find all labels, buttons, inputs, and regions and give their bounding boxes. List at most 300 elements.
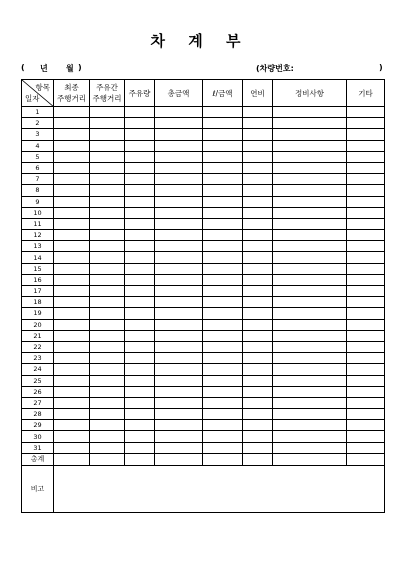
entry-cell[interactable]: [243, 420, 273, 431]
col-interval-mileage: 주유간 주행거리: [90, 80, 125, 107]
entry-cell[interactable]: [90, 420, 125, 431]
entry-cell[interactable]: [54, 364, 90, 375]
entry-cell[interactable]: [347, 129, 385, 140]
entry-cell[interactable]: [90, 151, 125, 162]
entry-cell[interactable]: [125, 409, 155, 420]
entry-cell[interactable]: [54, 319, 90, 330]
entry-cell[interactable]: [155, 319, 203, 330]
entry-cell[interactable]: [347, 185, 385, 196]
corner-item-label: 항목: [35, 83, 50, 92]
entry-cell[interactable]: [347, 386, 385, 397]
entry-cell[interactable]: [243, 431, 273, 442]
entry-cell[interactable]: [125, 263, 155, 274]
entry-cell[interactable]: [125, 230, 155, 241]
entry-cell[interactable]: [273, 196, 347, 207]
entry-cell[interactable]: [347, 151, 385, 162]
entry-cell[interactable]: [90, 286, 125, 297]
entry-cell[interactable]: [243, 162, 273, 173]
day-number: 13: [22, 241, 54, 252]
entry-cell[interactable]: [347, 297, 385, 308]
entry-cell[interactable]: [243, 151, 273, 162]
entry-cell[interactable]: [273, 218, 347, 229]
entry-cell[interactable]: [54, 207, 90, 218]
entry-cell[interactable]: [243, 286, 273, 297]
header-corner: [22, 80, 54, 107]
table-row: [22, 230, 385, 241]
entry-cell[interactable]: [90, 341, 125, 352]
entry-cell[interactable]: [90, 274, 125, 285]
entry-cell[interactable]: [203, 375, 243, 386]
entry-cell[interactable]: [54, 196, 90, 207]
table-row: [22, 263, 385, 274]
entry-cell[interactable]: [155, 185, 203, 196]
total-cell[interactable]: [54, 453, 90, 465]
entry-cell[interactable]: [90, 330, 125, 341]
entry-cell[interactable]: [125, 330, 155, 341]
entry-cell[interactable]: [347, 409, 385, 420]
entry-cell[interactable]: [243, 129, 273, 140]
entry-cell[interactable]: [54, 286, 90, 297]
entry-cell[interactable]: [54, 274, 90, 285]
entry-cell[interactable]: [90, 353, 125, 364]
entry-cell[interactable]: [273, 386, 347, 397]
entry-cell[interactable]: [243, 174, 273, 185]
entry-cell[interactable]: [203, 185, 243, 196]
entry-cell[interactable]: [155, 286, 203, 297]
entry-cell[interactable]: [54, 386, 90, 397]
table-row: [22, 118, 385, 129]
entry-cell[interactable]: [125, 364, 155, 375]
day-number: 5: [22, 151, 54, 162]
entry-cell[interactable]: [155, 274, 203, 285]
entry-cell[interactable]: [155, 140, 203, 151]
remark-field[interactable]: [54, 465, 385, 512]
entry-cell[interactable]: [54, 263, 90, 274]
entry-cell[interactable]: [203, 174, 243, 185]
entry-cell[interactable]: [243, 341, 273, 352]
entry-cell[interactable]: [155, 263, 203, 274]
entry-cell[interactable]: [54, 107, 90, 118]
entry-cell[interactable]: [155, 375, 203, 386]
table-row: [22, 330, 385, 341]
log-table: [21, 79, 385, 513]
entry-cell[interactable]: [90, 140, 125, 151]
entry-cell[interactable]: [54, 140, 90, 151]
entry-cell[interactable]: [54, 118, 90, 129]
entry-cell[interactable]: [273, 420, 347, 431]
entry-cell[interactable]: [243, 442, 273, 453]
entry-cell[interactable]: [203, 341, 243, 352]
entry-cell[interactable]: [347, 286, 385, 297]
entry-cell[interactable]: [203, 218, 243, 229]
entry-cell[interactable]: [155, 174, 203, 185]
entry-cell[interactable]: [155, 241, 203, 252]
entry-cell[interactable]: [125, 174, 155, 185]
entry-cell[interactable]: [90, 431, 125, 442]
entry-cell[interactable]: [203, 442, 243, 453]
entry-cell[interactable]: [347, 118, 385, 129]
total-cell[interactable]: [125, 453, 155, 465]
entry-cell[interactable]: [243, 397, 273, 408]
entry-cell[interactable]: [155, 431, 203, 442]
entry-cell[interactable]: [243, 230, 273, 241]
entry-cell[interactable]: [125, 185, 155, 196]
entry-cell[interactable]: [243, 107, 273, 118]
entry-cell[interactable]: [155, 196, 203, 207]
entry-cell[interactable]: [203, 196, 243, 207]
entry-cell[interactable]: [155, 353, 203, 364]
entry-cell[interactable]: [273, 353, 347, 364]
month-label: 월: [66, 64, 74, 73]
entry-cell[interactable]: [203, 118, 243, 129]
entry-cell[interactable]: [155, 442, 203, 453]
entry-cell[interactable]: [90, 207, 125, 218]
entry-cell[interactable]: [243, 118, 273, 129]
entry-cell[interactable]: [90, 252, 125, 263]
entry-cell[interactable]: [90, 308, 125, 319]
entry-cell[interactable]: [243, 140, 273, 151]
total-cell[interactable]: [90, 453, 125, 465]
entry-cell[interactable]: [243, 308, 273, 319]
entry-cell[interactable]: [203, 151, 243, 162]
entry-cell[interactable]: [125, 319, 155, 330]
entry-cell[interactable]: [125, 341, 155, 352]
entry-cell[interactable]: [54, 151, 90, 162]
entry-cell[interactable]: [125, 286, 155, 297]
entry-cell[interactable]: [273, 207, 347, 218]
period-open: (: [21, 63, 25, 72]
entry-cell[interactable]: [155, 308, 203, 319]
entry-cell[interactable]: [203, 274, 243, 285]
entry-cell[interactable]: [90, 196, 125, 207]
entry-cell[interactable]: [273, 151, 347, 162]
year-label: 년: [40, 64, 48, 73]
day-number: 23: [22, 353, 54, 364]
entry-cell[interactable]: [54, 230, 90, 241]
entry-cell[interactable]: [243, 252, 273, 263]
entry-cell[interactable]: [155, 118, 203, 129]
entry-cell[interactable]: [243, 353, 273, 364]
entry-cell[interactable]: [203, 297, 243, 308]
entry-cell[interactable]: [347, 252, 385, 263]
entry-cell[interactable]: [155, 129, 203, 140]
entry-cell[interactable]: [90, 442, 125, 453]
entry-cell[interactable]: [155, 107, 203, 118]
entry-cell[interactable]: [125, 118, 155, 129]
entry-cell[interactable]: [243, 386, 273, 397]
entry-cell[interactable]: [125, 297, 155, 308]
entry-cell[interactable]: [273, 431, 347, 442]
entry-cell[interactable]: [243, 263, 273, 274]
entry-cell[interactable]: [273, 129, 347, 140]
entry-cell[interactable]: [90, 397, 125, 408]
entry-cell[interactable]: [347, 397, 385, 408]
entry-cell[interactable]: [243, 297, 273, 308]
entry-cell[interactable]: [155, 397, 203, 408]
vehicle-number-label: (차량번호:: [256, 64, 294, 73]
table-row: [22, 297, 385, 308]
table-row: [22, 129, 385, 140]
entry-cell[interactable]: [125, 218, 155, 229]
entry-cell[interactable]: [203, 431, 243, 442]
entry-cell[interactable]: [347, 375, 385, 386]
entry-cell[interactable]: [54, 185, 90, 196]
entry-cell[interactable]: [125, 274, 155, 285]
entry-cell[interactable]: [273, 274, 347, 285]
entry-cell[interactable]: [243, 319, 273, 330]
entry-cell[interactable]: [347, 341, 385, 352]
entry-cell[interactable]: [125, 386, 155, 397]
total-cell[interactable]: [347, 453, 385, 465]
entry-cell[interactable]: [90, 174, 125, 185]
entry-cell[interactable]: [347, 162, 385, 173]
entry-cell[interactable]: [54, 330, 90, 341]
entry-cell[interactable]: [203, 397, 243, 408]
day-number: 16: [22, 274, 54, 285]
entry-cell[interactable]: [155, 252, 203, 263]
corner-date-label: 일자: [25, 94, 40, 103]
entry-cell[interactable]: [54, 353, 90, 364]
entry-cell[interactable]: [347, 174, 385, 185]
entry-cell[interactable]: [273, 286, 347, 297]
entry-cell[interactable]: [125, 397, 155, 408]
entry-cell[interactable]: [54, 252, 90, 263]
day-number: 17: [22, 286, 54, 297]
entry-cell[interactable]: [155, 218, 203, 229]
entry-cell[interactable]: [243, 330, 273, 341]
entry-cell[interactable]: [90, 263, 125, 274]
entry-cell[interactable]: [90, 241, 125, 252]
entry-cell[interactable]: [347, 274, 385, 285]
entry-cell[interactable]: [155, 151, 203, 162]
entry-cell[interactable]: [54, 308, 90, 319]
entry-cell[interactable]: [347, 263, 385, 274]
entry-cell[interactable]: [273, 409, 347, 420]
entry-cell[interactable]: [54, 297, 90, 308]
entry-cell[interactable]: [125, 241, 155, 252]
entry-cell[interactable]: [347, 107, 385, 118]
entry-cell[interactable]: [273, 185, 347, 196]
entry-cell[interactable]: [347, 140, 385, 151]
entry-cell[interactable]: [347, 330, 385, 341]
entry-cell[interactable]: [273, 364, 347, 375]
entry-cell[interactable]: [54, 241, 90, 252]
entry-cell[interactable]: [243, 185, 273, 196]
entry-cell[interactable]: [347, 196, 385, 207]
entry-cell[interactable]: [273, 308, 347, 319]
entry-cell[interactable]: [54, 129, 90, 140]
entry-cell[interactable]: [203, 230, 243, 241]
table-row: [22, 241, 385, 252]
total-cell[interactable]: [155, 453, 203, 465]
entry-cell[interactable]: [125, 151, 155, 162]
entry-cell[interactable]: [90, 319, 125, 330]
entry-cell[interactable]: [125, 129, 155, 140]
entry-cell[interactable]: [125, 162, 155, 173]
entry-cell[interactable]: [125, 353, 155, 364]
entry-cell[interactable]: [273, 341, 347, 352]
entry-cell[interactable]: [90, 107, 125, 118]
entry-cell[interactable]: [273, 442, 347, 453]
entry-cell[interactable]: [243, 241, 273, 252]
entry-cell[interactable]: [125, 308, 155, 319]
entry-cell[interactable]: [54, 218, 90, 229]
day-number: 10: [22, 207, 54, 218]
entry-cell[interactable]: [54, 162, 90, 173]
entry-cell[interactable]: [90, 118, 125, 129]
entry-cell[interactable]: [155, 207, 203, 218]
entry-cell[interactable]: [273, 252, 347, 263]
table-row: [22, 409, 385, 420]
col-maintenance: 정비사항: [273, 80, 347, 107]
entry-cell[interactable]: [203, 263, 243, 274]
table-row: [22, 252, 385, 263]
entry-cell[interactable]: [243, 375, 273, 386]
entry-cell[interactable]: [90, 129, 125, 140]
entry-cell[interactable]: [155, 386, 203, 397]
entry-cell[interactable]: [54, 397, 90, 408]
entry-cell[interactable]: [203, 241, 243, 252]
entry-cell[interactable]: [203, 409, 243, 420]
entry-cell[interactable]: [90, 386, 125, 397]
entry-cell[interactable]: [90, 185, 125, 196]
entry-cell[interactable]: [203, 353, 243, 364]
entry-cell[interactable]: [347, 319, 385, 330]
entry-cell[interactable]: [155, 420, 203, 431]
entry-cell[interactable]: [273, 230, 347, 241]
entry-cell[interactable]: [155, 162, 203, 173]
entry-cell[interactable]: [125, 252, 155, 263]
entry-cell[interactable]: [90, 230, 125, 241]
entry-cell[interactable]: [155, 297, 203, 308]
entry-cell[interactable]: [273, 397, 347, 408]
entry-cell[interactable]: [347, 308, 385, 319]
entry-cell[interactable]: [203, 319, 243, 330]
col-other: 기타: [347, 80, 385, 107]
header-row: [22, 80, 385, 107]
entry-cell[interactable]: [347, 364, 385, 375]
entry-cell[interactable]: [203, 308, 243, 319]
col-total-price: 총금액: [155, 80, 203, 107]
entry-cell[interactable]: [54, 442, 90, 453]
entry-cell[interactable]: [203, 129, 243, 140]
entry-cell[interactable]: [347, 230, 385, 241]
entry-cell[interactable]: [243, 218, 273, 229]
entry-cell[interactable]: [155, 230, 203, 241]
entry-cell[interactable]: [125, 207, 155, 218]
entry-cell[interactable]: [273, 162, 347, 173]
entry-cell[interactable]: [203, 386, 243, 397]
entry-cell[interactable]: [155, 330, 203, 341]
entry-cell[interactable]: [203, 107, 243, 118]
entry-cell[interactable]: [273, 241, 347, 252]
table-row: [22, 420, 385, 431]
entry-cell[interactable]: [125, 431, 155, 442]
entry-cell[interactable]: [54, 375, 90, 386]
total-cell[interactable]: [273, 453, 347, 465]
total-cell[interactable]: [203, 453, 243, 465]
day-number: 2: [22, 118, 54, 129]
entry-cell[interactable]: [273, 319, 347, 330]
table-row: [22, 140, 385, 151]
day-number: 3: [22, 129, 54, 140]
day-number: 30: [22, 431, 54, 442]
entry-cell[interactable]: [273, 118, 347, 129]
entry-cell[interactable]: [273, 375, 347, 386]
entry-cell[interactable]: [203, 252, 243, 263]
day-number: 19: [22, 308, 54, 319]
entry-cell[interactable]: [54, 420, 90, 431]
entry-cell[interactable]: [243, 409, 273, 420]
entry-cell[interactable]: [347, 442, 385, 453]
entry-cell[interactable]: [90, 218, 125, 229]
entry-cell[interactable]: [203, 140, 243, 151]
entry-cell[interactable]: [90, 297, 125, 308]
entry-cell[interactable]: [347, 218, 385, 229]
entry-cell[interactable]: [155, 341, 203, 352]
entry-cell[interactable]: [54, 431, 90, 442]
entry-cell[interactable]: [203, 364, 243, 375]
entry-cell[interactable]: [347, 241, 385, 252]
entry-cell[interactable]: [90, 375, 125, 386]
entry-cell[interactable]: [203, 286, 243, 297]
entry-cell[interactable]: [90, 162, 125, 173]
table-row: [22, 308, 385, 319]
entry-cell[interactable]: [203, 330, 243, 341]
entry-cell[interactable]: [125, 442, 155, 453]
entry-cell[interactable]: [155, 409, 203, 420]
entry-cell[interactable]: [125, 140, 155, 151]
table-row: [22, 431, 385, 442]
entry-cell[interactable]: [203, 207, 243, 218]
entry-cell[interactable]: [273, 263, 347, 274]
col-fuel-amount: 주유량: [125, 80, 155, 107]
entry-cell[interactable]: [273, 297, 347, 308]
entry-cell[interactable]: [273, 174, 347, 185]
entry-cell[interactable]: [203, 162, 243, 173]
entry-cell[interactable]: [243, 196, 273, 207]
col-efficiency: 연비: [243, 80, 273, 107]
table-row: [22, 319, 385, 330]
day-number: 8: [22, 185, 54, 196]
entry-cell[interactable]: [347, 207, 385, 218]
entry-cell[interactable]: [54, 174, 90, 185]
entry-cell[interactable]: [243, 364, 273, 375]
table-row: [22, 386, 385, 397]
table-row: [22, 353, 385, 364]
entry-cell[interactable]: [90, 409, 125, 420]
entry-cell[interactable]: [54, 409, 90, 420]
entry-cell[interactable]: [125, 196, 155, 207]
entry-cell[interactable]: [125, 107, 155, 118]
entry-cell[interactable]: [243, 274, 273, 285]
entry-cell[interactable]: [203, 420, 243, 431]
entry-cell[interactable]: [273, 140, 347, 151]
entry-cell[interactable]: [90, 364, 125, 375]
entry-cell[interactable]: [125, 375, 155, 386]
entry-cell[interactable]: [273, 330, 347, 341]
entry-cell[interactable]: [155, 364, 203, 375]
remark-row: [22, 465, 385, 512]
entry-cell[interactable]: [347, 431, 385, 442]
entry-cell[interactable]: [243, 207, 273, 218]
entry-cell[interactable]: [347, 353, 385, 364]
entry-cell[interactable]: [54, 341, 90, 352]
entry-cell[interactable]: [273, 107, 347, 118]
total-cell[interactable]: [243, 453, 273, 465]
entry-cell[interactable]: [125, 420, 155, 431]
entry-cell[interactable]: [347, 420, 385, 431]
